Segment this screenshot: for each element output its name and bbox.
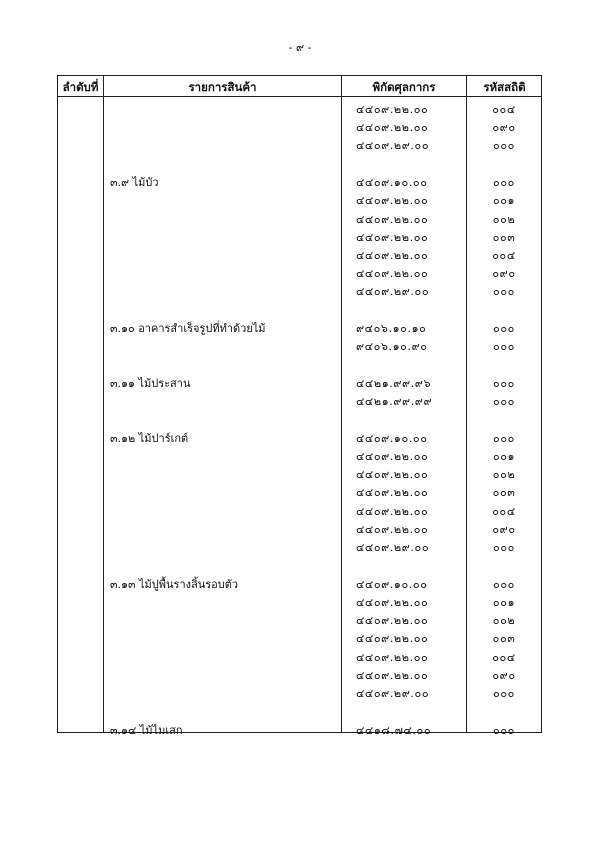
tariff-code: ๔๔๐๙.๒๒.๐๐: [356, 468, 429, 482]
stat-code: ๐๐๐: [493, 285, 515, 299]
tariff-code: ๔๔๐๙.๒๙.๐๐: [356, 285, 430, 299]
tariff-code: ๔๔๐๙.๒๒.๐๐: [356, 595, 429, 609]
tariff-code: ๔๔๐๙.๑๐.๐๐: [356, 431, 428, 445]
tariff-code: ๔๔๐๙.๒๒.๐๐: [356, 103, 429, 116]
tariff-code: ๔๔๐๙.๒๒.๐๐: [356, 486, 429, 500]
item-name: ๓.๑๔ ไม้ไมเสก: [110, 723, 183, 737]
stat-code: ๐๙๐: [492, 267, 516, 281]
stat-code: ๐๐๓: [492, 486, 516, 500]
stat-code: ๐๐๐: [493, 139, 515, 153]
tariff-code: ๔๔๐๙.๒๒.๐๐: [356, 194, 429, 208]
tariff-code: ๔๔๐๙.๒๒.๐๐: [356, 522, 429, 536]
tariff-code: ๔๔๒๑.๙๙.๙๖: [356, 376, 432, 390]
stat-code: ๐๙๐: [492, 668, 516, 682]
page-number: - ๙ -: [288, 41, 312, 54]
tariff-table: [57, 75, 542, 737]
stat-code: ๐๐๑: [492, 595, 516, 609]
column-divider: [466, 76, 467, 732]
item-name: ๓.๑๑ ไม้ประสาน: [110, 376, 191, 390]
stat-code: ๐๐๓: [492, 632, 516, 646]
tariff-code: ๔๔๐๙.๑๐.๐๐: [356, 176, 428, 190]
tariff-code: ๔๔๐๙.๒๒.๐๐: [356, 230, 429, 244]
stat-code: ๐๐๔: [492, 650, 516, 664]
tariff-code: ๔๔๐๙.๒๒.๐๐: [356, 121, 429, 135]
stat-code: ๐๐๔: [492, 248, 516, 262]
stat-code: ๐๐๐: [493, 340, 515, 354]
tariff-code: ๔๔๐๙.๒๙.๐๐: [356, 686, 430, 700]
stat-code: ๐๐๑: [492, 450, 516, 463]
stat-code: ๐๐๔: [492, 103, 516, 116]
tariff-code: ๔๔๐๙.๒๒.๐๐: [356, 632, 429, 646]
stat-code: ๐๐๐: [493, 577, 515, 591]
tariff-code: ๔๔๐๙.๒๙.๐๐: [356, 541, 430, 554]
item-name: ๓.๙ ไม้บัว: [110, 176, 159, 190]
header-tariff: พิกัดศุลกากร: [372, 80, 436, 94]
stat-code: ๐๐๔: [492, 504, 516, 518]
table-header: [58, 76, 541, 97]
header-stat: รหัสสถิติ: [483, 80, 526, 94]
stat-code: ๐๐๓: [492, 230, 516, 244]
tariff-code: ๔๔๐๙.๒๒.๐๐: [356, 212, 429, 226]
tariff-code: ๔๔๐๙.๒๒.๐๐: [356, 267, 429, 281]
stat-code: ๐๐๐: [493, 395, 515, 409]
stat-code: ๐๐๒: [492, 614, 516, 628]
stat-code: ๐๐๒: [492, 212, 516, 226]
tariff-code: ๔๔๐๙.๒๒.๐๐: [356, 668, 429, 682]
tariff-code: ๔๔๐๙.๒๙.๐๐: [356, 139, 430, 153]
item-name: ๓.๑๓ ไม้ปูพื้นรางลิ้นรอบตัว: [110, 577, 239, 591]
item-name: ๓.๑๐ อาคารสำเร็จรูปที่ทำด้วยไม้: [110, 322, 266, 335]
tariff-code: ๔๔๒๑.๙๙.๙๙: [356, 395, 433, 409]
tariff-code: ๔๔๐๙.๑๐.๐๐: [356, 577, 428, 591]
header-seq: ลำดับที่: [62, 80, 99, 94]
stat-code: ๐๐๐: [493, 176, 515, 190]
stat-code: ๐๐๑: [492, 194, 516, 208]
tariff-code: ๔๔๐๙.๒๒.๐๐: [356, 650, 429, 664]
tariff-code: ๙๔๐๖.๑๐.๑๐: [356, 322, 427, 335]
tariff-code: ๔๔๑๘.๗๔.๐๐: [356, 723, 432, 737]
tariff-code: ๔๔๐๙.๒๒.๐๐: [356, 504, 429, 518]
item-name: ๓.๑๒ ไม้ปาร์เกต์: [110, 431, 189, 445]
stat-code: ๐๐๐: [493, 376, 515, 390]
stat-code: ๐๐๐: [493, 322, 515, 335]
tariff-code: ๔๔๐๙.๒๒.๐๐: [356, 248, 429, 262]
stat-code: ๐๐๐: [493, 723, 515, 737]
column-divider: [341, 76, 342, 732]
tariff-code: ๔๔๐๙.๒๒.๐๐: [356, 614, 429, 628]
column-divider: [103, 76, 104, 732]
stat-code: ๐๐๒: [492, 468, 516, 482]
stat-code: ๐๙๐: [492, 121, 516, 135]
stat-code: ๐๐๐: [493, 541, 515, 554]
stat-code: ๐๐๐: [493, 431, 515, 445]
stat-code: ๐๙๐: [492, 522, 516, 536]
header-item: รายการสินค้า: [188, 80, 257, 94]
stat-code: ๐๐๐: [493, 686, 515, 700]
tariff-code: ๙๔๐๖.๑๐.๙๐: [356, 340, 428, 354]
tariff-code: ๔๔๐๙.๒๒.๐๐: [356, 450, 429, 463]
